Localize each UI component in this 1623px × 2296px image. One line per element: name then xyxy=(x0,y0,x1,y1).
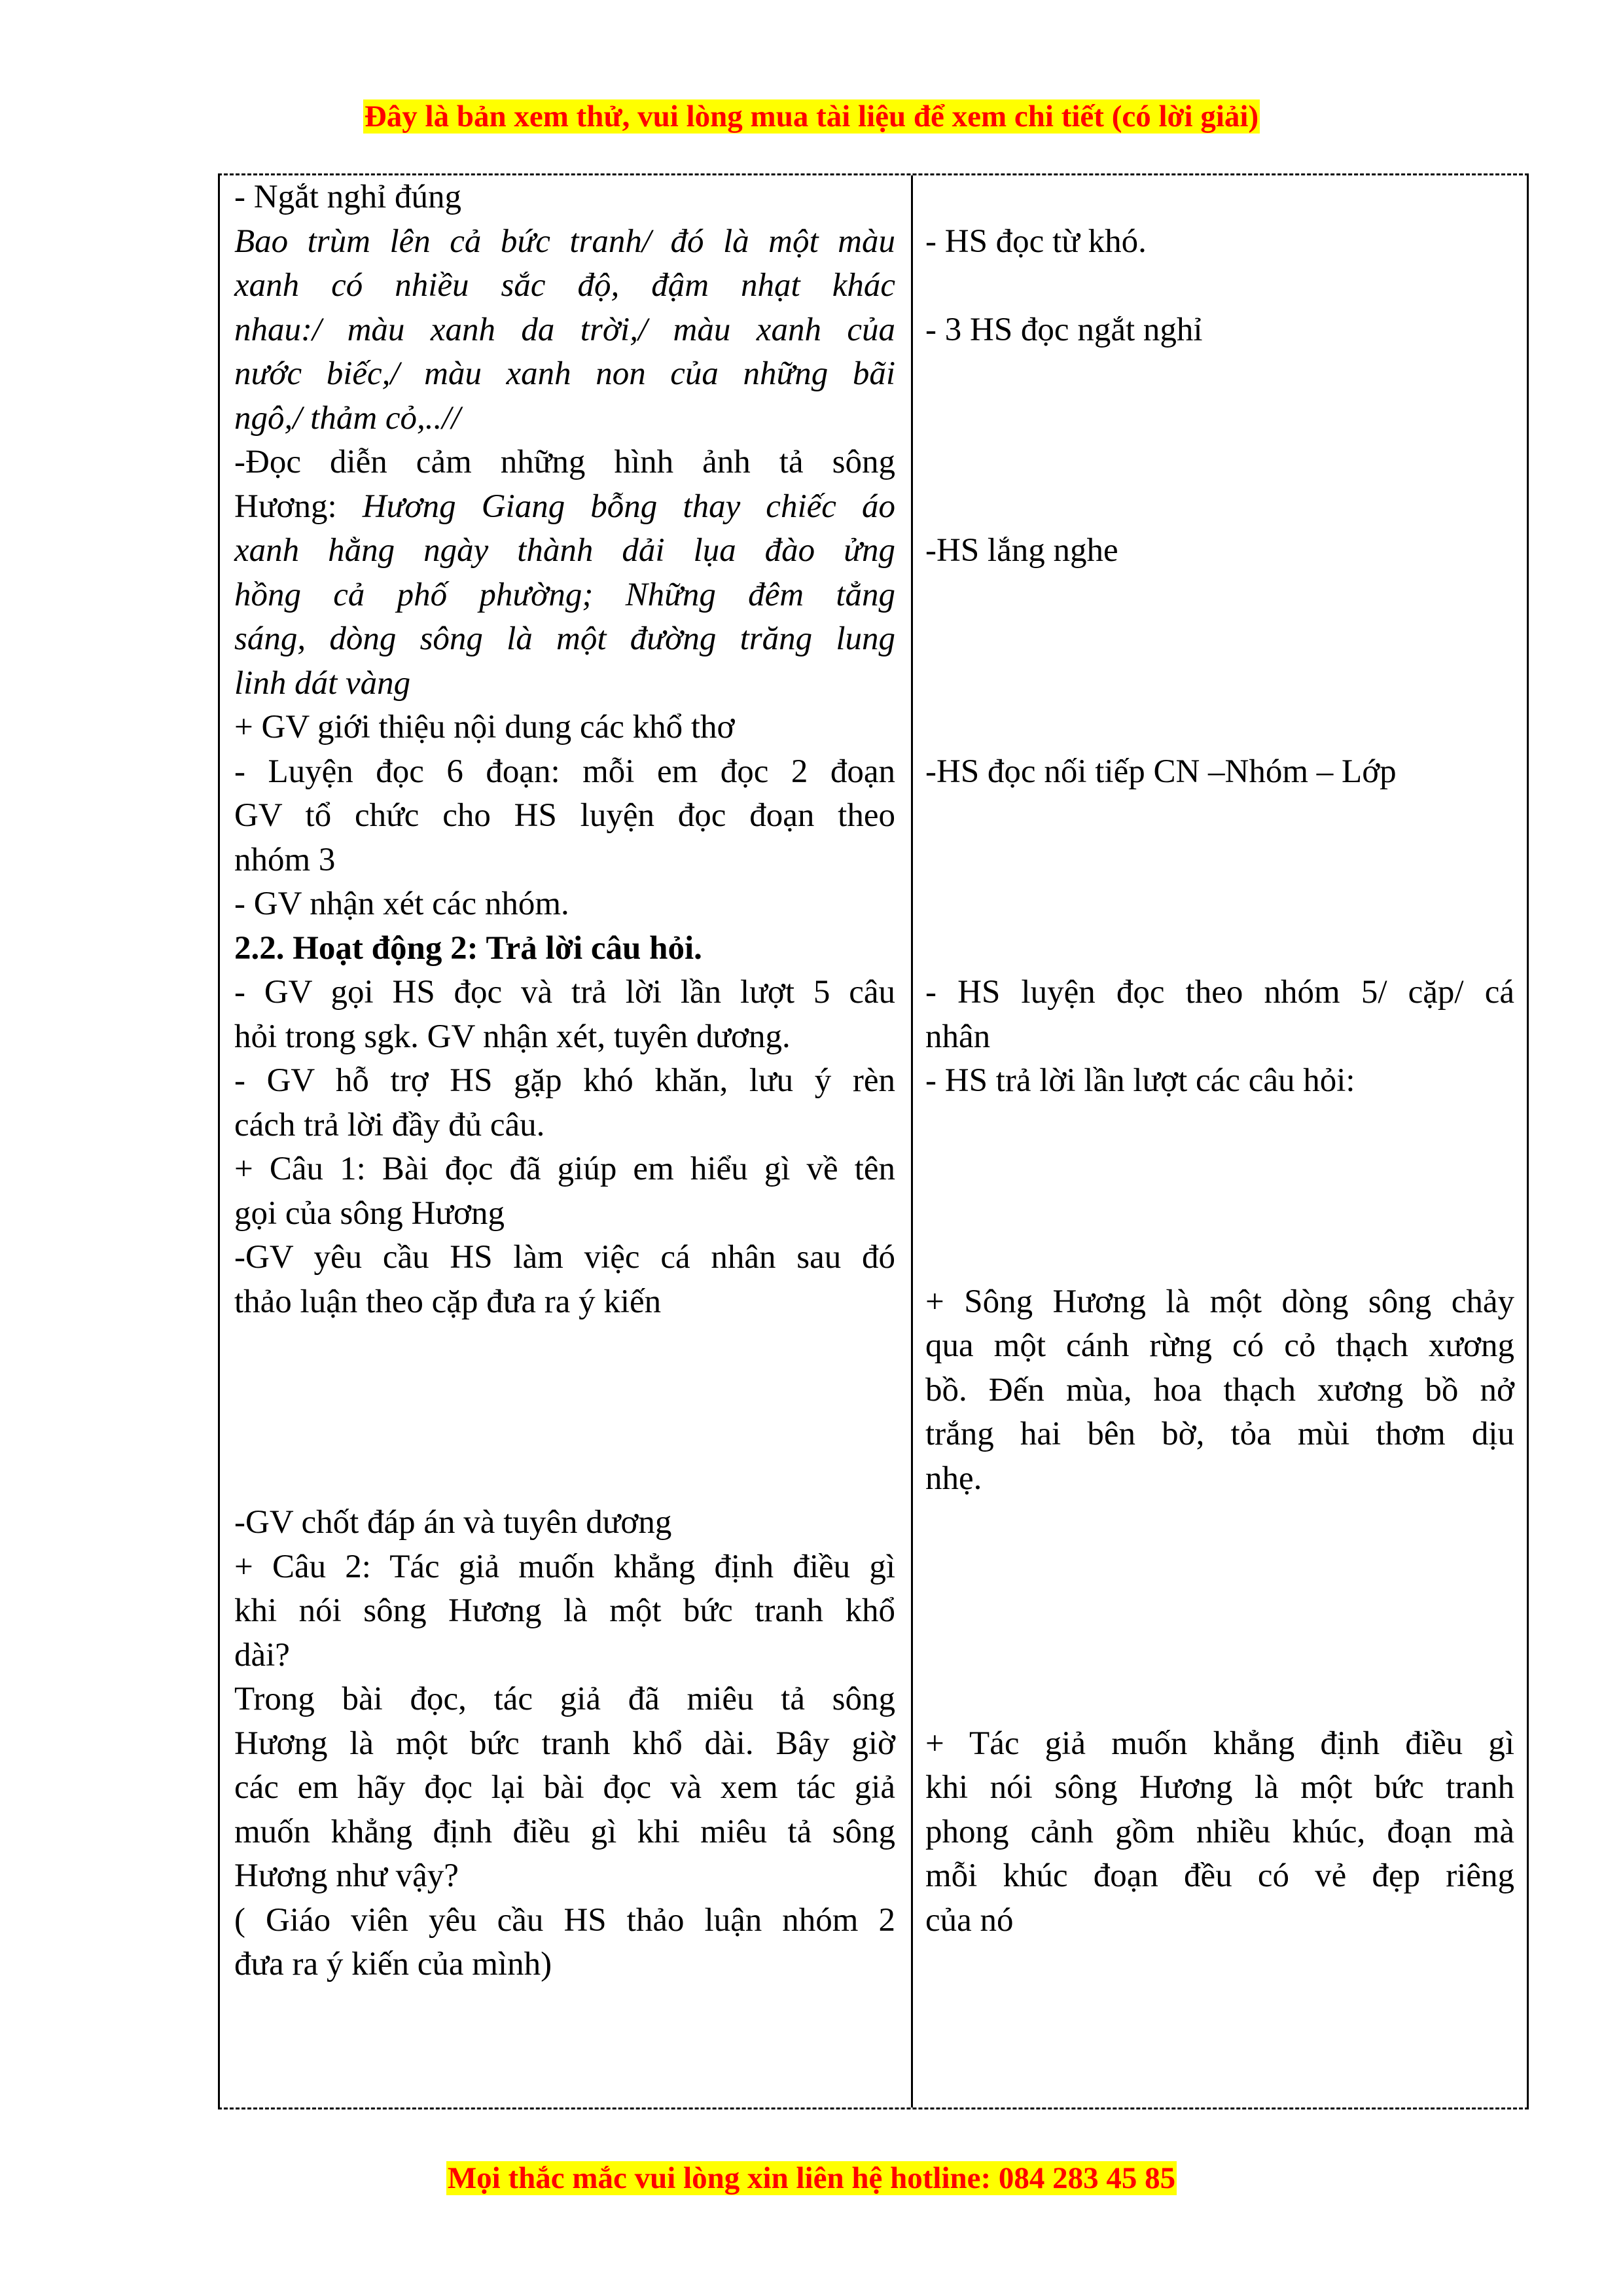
text-line: nhẹ. xyxy=(925,1460,982,1497)
preview-notice-banner xyxy=(0,97,1623,136)
text-line: nhau:/ màu xanh da trời,/ màu xanh của xyxy=(234,311,895,348)
text-line: thảo luận theo cặp đưa ra ý kiến xyxy=(234,1283,662,1320)
text-line: của nó xyxy=(925,1901,1014,1939)
text-line: + Sông Hương là một dòng sông chảy xyxy=(925,1283,1514,1320)
text-line: gọi của sông Hương xyxy=(234,1194,505,1232)
text-line: GV tổ chức cho HS luyện đọc đoạn theo xyxy=(234,797,895,834)
text-line: xanh có nhiều sắc độ, đậm nhạt khác xyxy=(234,267,895,304)
text-line: hồng cả phố phường; Những đêm tẳng xyxy=(234,576,895,613)
text-line: - Ngắt nghỉ đúng xyxy=(234,179,462,215)
text-line: các em hãy đọc lại bài đọc và xem tác giả xyxy=(234,1769,895,1806)
text-line: Bao trùm lên cả bức tranh/ đó là một màu xyxy=(234,223,895,260)
text-line: linh dát vàng xyxy=(234,664,411,702)
text-line: mỗi khúc đoạn đều có vẻ đẹp riêng xyxy=(925,1857,1514,1894)
text-line: - GV nhận xét các nhóm. xyxy=(234,886,569,922)
text-line: bồ. Đến mùa, hoa thạch xương bồ nở xyxy=(925,1371,1514,1408)
text-line: trắng hai bên bờ, tỏa mùi thơm dịu xyxy=(925,1416,1514,1452)
text-line: -Đọc diễn cảm những hình ảnh tả sông xyxy=(234,444,895,480)
text-line: đưa ra ý kiến của mình) xyxy=(234,1946,552,1982)
text-line: cách trả lời đầy đủ câu. xyxy=(234,1106,545,1143)
text-line: xanh hằng ngày thành dải lụa đào ửng xyxy=(234,532,895,569)
text-line: + Câu 1: Bài đọc đã giúp em hiểu gì về tên xyxy=(234,1151,895,1187)
text-line: + GV giới thiệu nội dung các khổ thơ xyxy=(234,709,735,745)
text-line: khi nói sông Hương là một bức tranh khổ xyxy=(234,1592,895,1629)
text-line: Trong bài đọc, tác giả đã miêu tả sông xyxy=(234,1681,895,1717)
text-line: -GV chốt đáp án và tuyên dương xyxy=(234,1504,672,1541)
text-line: - HS trả lời lần lượt các câu hỏi: xyxy=(925,1062,1355,1099)
preview-notice-text: Đây là bản xem thử, vui lòng mua tài liệu để xem chi tiết (có lời giải) xyxy=(364,99,1259,134)
text-line: + Tác giả muốn khẳng định điều gì xyxy=(925,1725,1514,1762)
teacher-activities-column xyxy=(234,175,895,1987)
text-line: Hương là một bức tranh khổ dài. Bây giờ xyxy=(234,1725,895,1762)
hotline-banner xyxy=(0,2159,1623,2198)
text-line: dài? xyxy=(234,1636,290,1674)
text-line: muốn khẳng định điều gì khi miêu tả sông xyxy=(234,1813,895,1850)
text-span: Hương Giang bỗng thay chiếc áo xyxy=(362,488,895,525)
text-line: -GV yêu cầu HS làm việc cá nhân sau đó xyxy=(234,1239,895,1276)
text-line: Hương như vậy? xyxy=(234,1857,459,1894)
text-span: Hương: xyxy=(234,488,363,525)
text-line: - 3 HS đọc ngắt nghỉ xyxy=(925,311,1203,348)
text-line: + Câu 2: Tác giả muốn khẳng định điều gì xyxy=(234,1548,895,1585)
text-line: - GV hỗ trợ HS gặp khó khăn, lưu ý rèn xyxy=(234,1062,895,1099)
column-divider xyxy=(911,175,913,2108)
lesson-table xyxy=(218,173,1529,2109)
text-line: ngô,/ thảm cỏ,..// xyxy=(234,399,461,437)
hotline-text: Mọi thắc mắc vui lòng xin liên hệ hotline: 084 283 45 85 xyxy=(447,2161,1176,2195)
student-activities-column xyxy=(925,175,1514,1943)
section-heading: 2.2. Hoạt động 2: Trả lời câu hỏi. xyxy=(234,929,702,967)
text-line: -HS đọc nối tiếp CN –Nhóm – Lớp xyxy=(925,753,1397,790)
text-line: hỏi trong sgk. GV nhận xét, tuyên dương. xyxy=(234,1018,791,1055)
text-line: khi nói sông Hương là một bức tranh xyxy=(925,1769,1514,1806)
text-line: nhân xyxy=(925,1018,991,1055)
text-line: -HS lắng nghe xyxy=(925,532,1118,569)
text-line xyxy=(234,485,895,529)
text-line: - Luyện đọc 6 đoạn: mỗi em đọc 2 đoạn xyxy=(234,753,895,790)
text-line: qua một cánh rừng có cỏ thạch xương xyxy=(925,1327,1514,1364)
text-line: - HS đọc từ khó. xyxy=(925,223,1147,260)
text-line: phong cảnh gồm nhiều khúc, đoạn mà xyxy=(925,1813,1514,1850)
text-line: - HS luyện đọc theo nhóm 5/ cặp/ cá xyxy=(925,974,1514,1011)
text-line: sáng, dòng sông là một đường trăng lung xyxy=(234,620,895,657)
text-line: ( Giáo viên yêu cầu HS thảo luận nhóm 2 xyxy=(234,1901,895,1939)
text-line: - GV gọi HS đọc và trả lời lần lượt 5 câu xyxy=(234,974,895,1011)
text-line: nhóm 3 xyxy=(234,841,336,878)
text-line: nước biếc,/ màu xanh non của những bãi xyxy=(234,355,895,392)
